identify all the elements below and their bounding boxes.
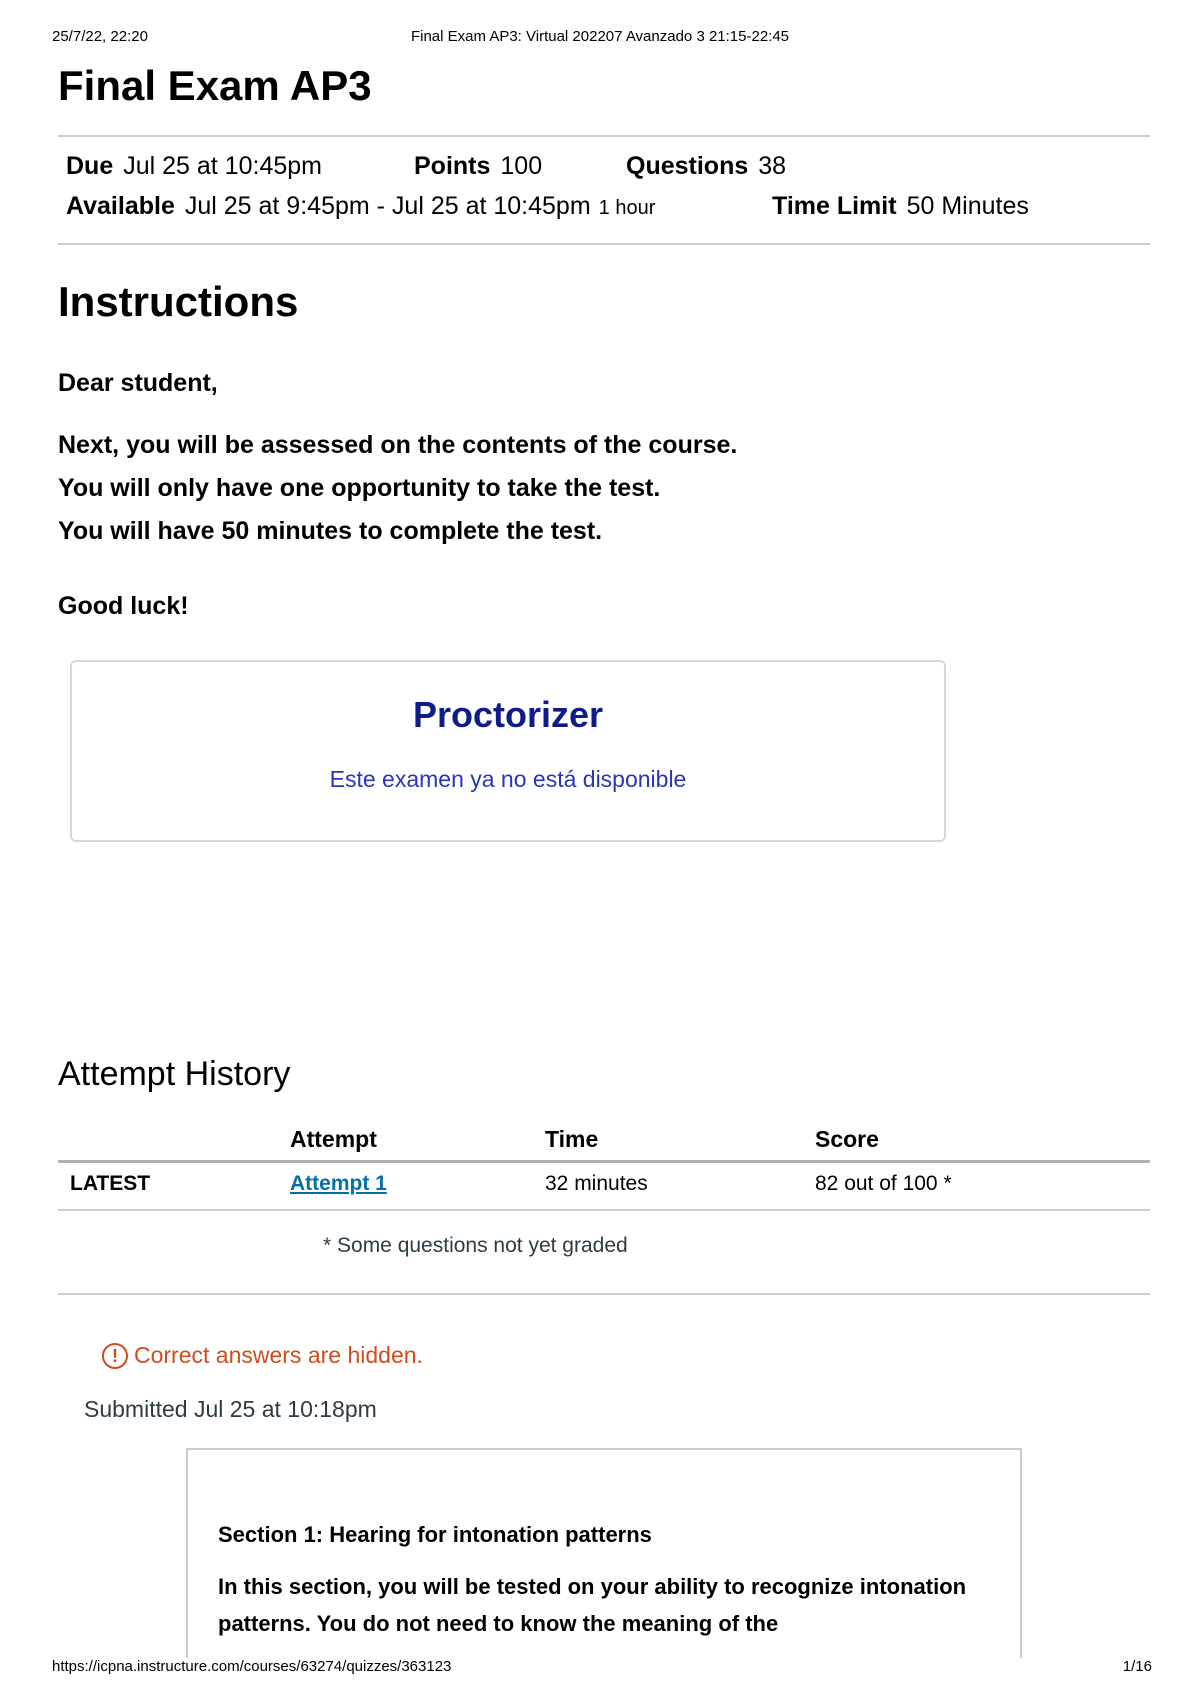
instructions-line: Next, you will be assessed on the contents of the course.: [58, 431, 738, 459]
divider: [58, 135, 1150, 137]
proctorizer-message: Este examen ya no está disponible: [329, 766, 687, 792]
question-section-title: Section 1: Hearing for intonation patterns: [218, 1522, 652, 1547]
divider: [58, 1293, 1150, 1295]
table-header-divider: [58, 1160, 1150, 1163]
print-document-title: Final Exam AP3: Virtual 202207 Avanzado 3 21:15-22:45: [410, 28, 790, 45]
instructions-greeting: Dear student,: [58, 369, 218, 397]
alert-text: Correct answers are hidden.: [134, 1342, 423, 1368]
questions-info: [626, 152, 786, 181]
time-limit-label: Time Limit: [772, 192, 897, 220]
instructions-body: [58, 424, 737, 553]
points-info: [414, 152, 542, 181]
instructions-line: You will only have one opportunity to take the test.: [58, 474, 661, 502]
attempt-score: 82 out of 100 *: [815, 1172, 952, 1195]
attempt-time: 32 minutes: [545, 1172, 648, 1195]
print-header: [0, 28, 1200, 52]
proctorizer-title: Proctorizer: [412, 694, 604, 735]
due-value: Jul 25 at 10:45pm: [123, 152, 322, 180]
due-info: [66, 152, 322, 181]
available-value: Jul 25 at 9:45pm - Jul 25 at 10:45pm: [184, 192, 591, 220]
available-info: [66, 192, 655, 221]
column-header-score: Score: [815, 1126, 879, 1152]
question-panel: [186, 1448, 1022, 1658]
print-url: https://icpna.instructure.com/courses/63274/quizzes/363123: [52, 1658, 452, 1675]
time-limit-value: 50 Minutes: [906, 192, 1029, 220]
questions-label: Questions: [626, 152, 749, 180]
available-duration: 1 hour: [598, 197, 656, 219]
table-row-divider: [58, 1209, 1150, 1211]
points-value: 100: [500, 152, 543, 180]
print-page-number: 1/16: [1122, 1658, 1152, 1675]
instructions-closing: Good luck!: [58, 592, 189, 620]
question-section-description: In this section, you will be tested on your ability to recognize intonation patterns. You do not need to know the meaning of the: [218, 1574, 967, 1636]
divider: [58, 243, 1150, 245]
submitted-timestamp: Submitted Jul 25 at 10:18pm: [84, 1396, 377, 1422]
attempt-1-link[interactable]: Attempt 1: [290, 1172, 387, 1195]
time-limit-info: [772, 192, 1029, 221]
available-label: Available: [66, 192, 175, 220]
column-header-attempt: Attempt: [290, 1126, 377, 1152]
grading-footnote: * Some questions not yet graded: [323, 1234, 628, 1257]
due-label: Due: [66, 152, 114, 180]
points-label: Points: [414, 152, 491, 180]
print-date: 25/7/22, 22:20: [52, 28, 148, 45]
column-header-time: Time: [545, 1126, 599, 1152]
attempt-history-heading: Attempt History: [58, 1055, 291, 1093]
instructions-heading: Instructions: [58, 278, 299, 325]
correct-answers-hidden-alert: [102, 1342, 423, 1369]
page-title: Final Exam AP3: [58, 62, 372, 109]
exclamation-circle-icon: !: [102, 1343, 128, 1369]
questions-value: 38: [758, 152, 787, 180]
latest-label: LATEST: [70, 1172, 151, 1195]
instructions-line: You will have 50 minutes to complete the test.: [58, 517, 603, 545]
proctorizer-panel: [70, 660, 946, 842]
